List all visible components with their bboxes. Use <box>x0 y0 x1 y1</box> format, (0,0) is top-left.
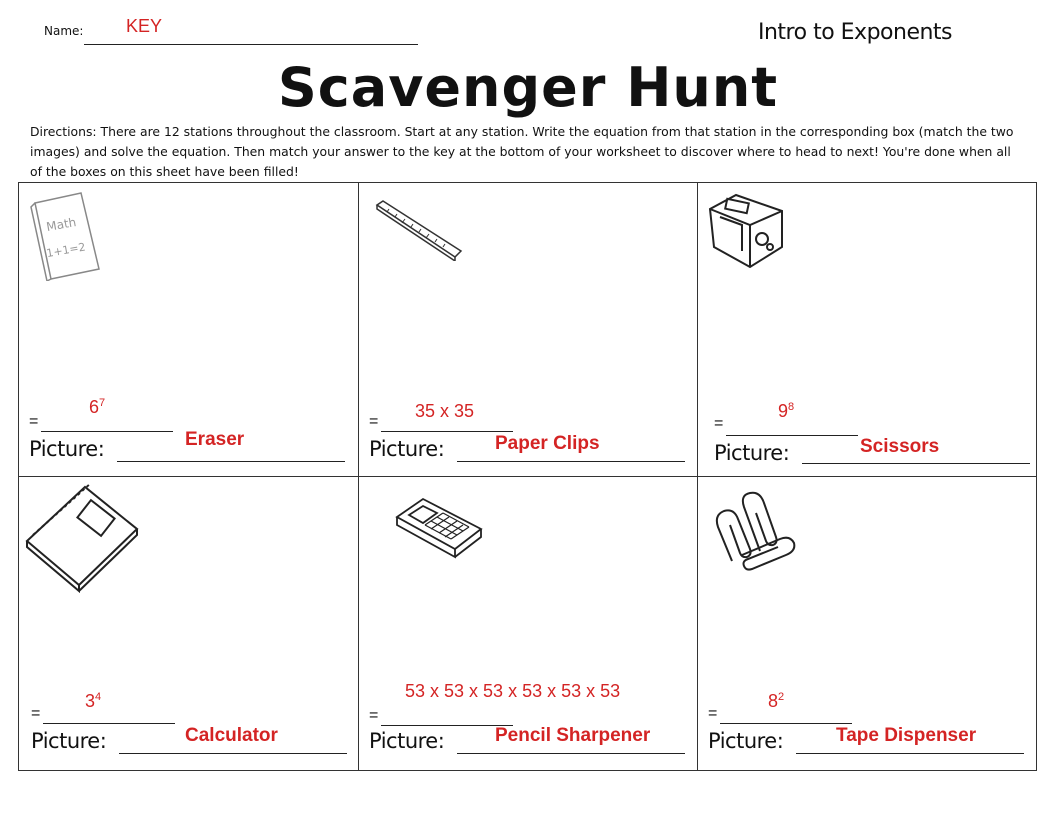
picture-answer: Scissors <box>860 436 940 457</box>
station-box <box>359 477 698 771</box>
name-line <box>84 44 418 45</box>
equals-sign: = <box>714 415 724 432</box>
equation-answer: $3^4$ <box>85 691 102 711</box>
equation-line <box>720 723 852 724</box>
picture-line <box>117 461 345 462</box>
ruler-icon <box>373 199 465 261</box>
station-box <box>698 183 1037 477</box>
topic-title: Intro to Exponents <box>758 20 953 45</box>
picture-label: Picture: <box>369 729 445 753</box>
picture-answer: Pencil Sharpener <box>495 725 651 746</box>
svg-text:Math: Math <box>45 215 78 235</box>
equation-answer: $9^8$ <box>778 401 795 421</box>
station-box <box>19 477 359 771</box>
directions-text: Directions: There are 12 stations throughout the classroom. Start at any station. Write the equation from that station in the corresponding box (match the two images) and solve the equation. Then match your answer to the key at the bottom of your worksheet to discover where to head to next! You're done when all of the boxes on this sheet have been filled! <box>30 124 1014 179</box>
equation-line <box>381 725 513 726</box>
equals-sign: = <box>31 705 41 722</box>
picture-answer: Calculator <box>185 725 278 746</box>
name-label: Name: <box>44 24 84 38</box>
paper-clips-icon <box>712 491 800 575</box>
math-book-icon <box>29 189 104 281</box>
notebook-icon <box>23 483 139 593</box>
pencil-sharpener-icon <box>706 191 788 271</box>
picture-line <box>796 753 1024 754</box>
page-title: Scavenger Hunt <box>277 56 779 119</box>
equation-line <box>726 435 858 436</box>
station-box <box>698 477 1037 771</box>
picture-answer: Paper Clips <box>495 433 600 454</box>
station-box <box>359 183 698 477</box>
equals-sign: = <box>369 413 379 430</box>
picture-line <box>119 753 347 754</box>
picture-label: Picture: <box>31 729 107 753</box>
picture-label: Picture: <box>714 441 790 465</box>
picture-label: Picture: <box>369 437 445 461</box>
equals-sign: = <box>708 705 718 722</box>
picture-answer: Eraser <box>185 429 245 450</box>
equation-answer: 53 x 53 x 53 x 53 x 53 x 53 <box>405 681 621 701</box>
name-value: KEY <box>126 16 163 36</box>
station-box <box>19 183 359 477</box>
equation-line <box>41 431 173 432</box>
equation-line <box>381 431 513 432</box>
calculator-icon <box>393 495 485 565</box>
picture-label: Picture: <box>29 437 105 461</box>
equals-sign: = <box>29 413 39 430</box>
equation-answer: 35 x 35 <box>415 401 475 421</box>
equals-sign: = <box>369 707 379 724</box>
picture-line <box>457 753 685 754</box>
station-grid <box>18 182 1037 771</box>
equation-answer: $8^2$ <box>768 691 785 711</box>
equation-line <box>43 723 175 724</box>
svg-text:1+1=2: 1+1=2 <box>45 240 87 261</box>
picture-label: Picture: <box>708 729 784 753</box>
equation-answer: $6^7$ <box>89 397 106 417</box>
picture-line <box>802 463 1030 464</box>
picture-line <box>457 461 685 462</box>
picture-answer: Tape Dispenser <box>836 725 977 746</box>
